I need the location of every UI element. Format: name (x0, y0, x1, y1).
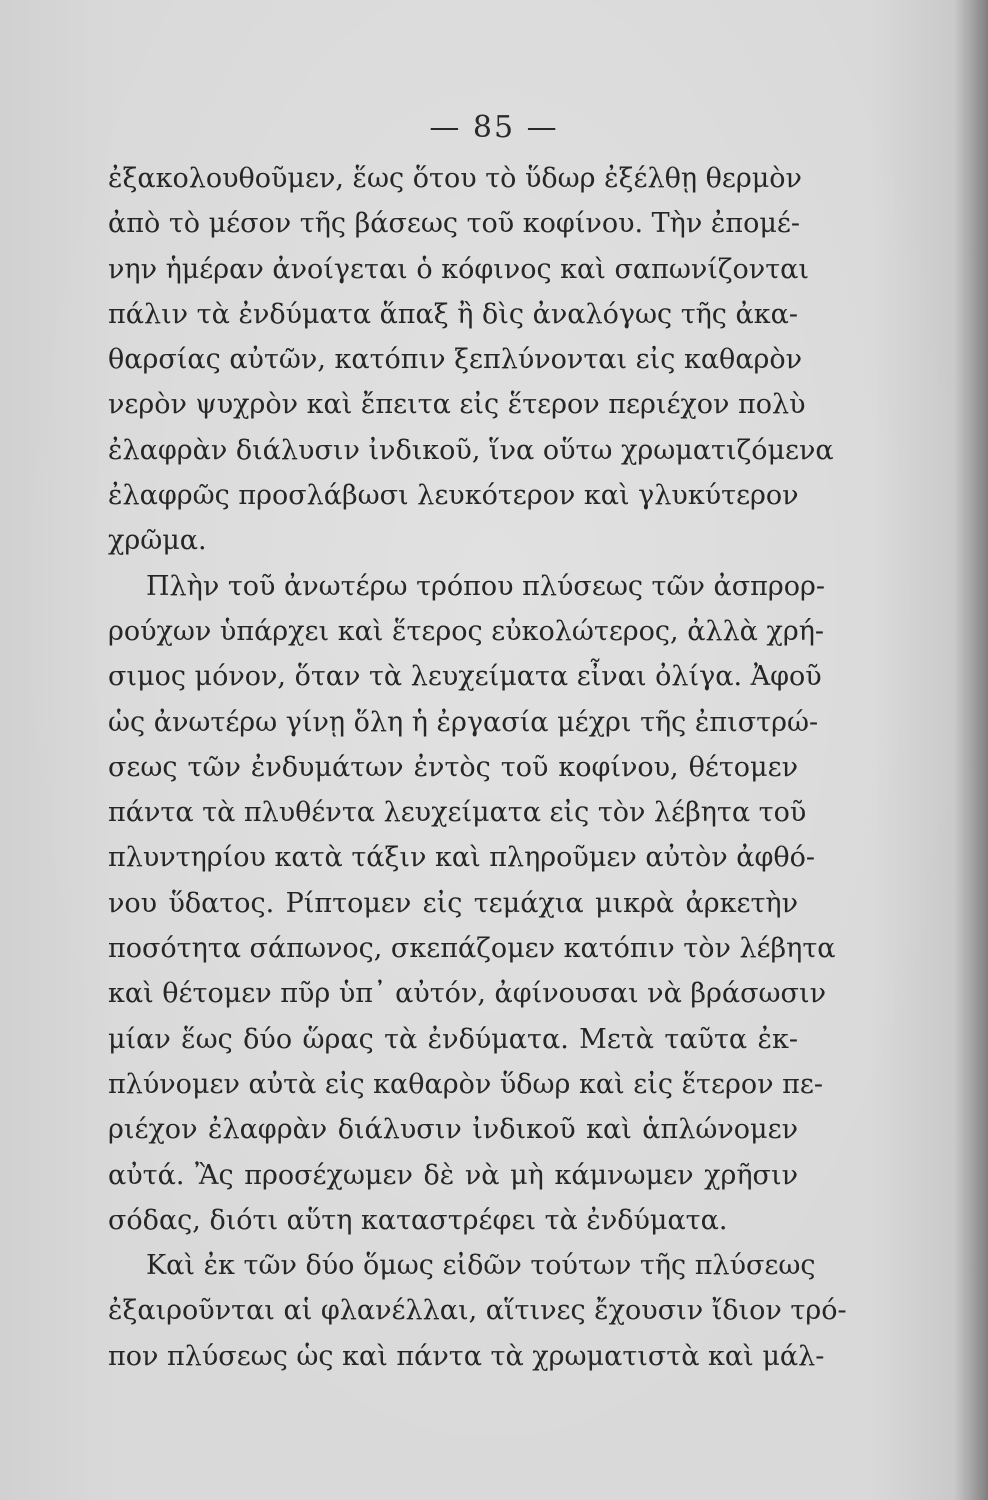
text-line: Πλὴν τοῦ ἀνωτέρω τρόπου πλύσεως τῶν ἀσπρορ- (146, 570, 826, 602)
text-line: σόδας, διότι αὕτη καταστρέφει τὰ ἐνδύματα. (108, 1204, 728, 1236)
text-line: Καὶ ἐκ τῶν δύο ὅμως εἰδῶν τούτων τῆς πλύσεως (146, 1250, 816, 1282)
page-number: — 85 — (429, 110, 559, 145)
text-line: πλύνομεν αὐτὰ εἰς καθαρὸν ὕδωρ καὶ εἰς ἕτερον πε- (108, 1068, 823, 1100)
text-line: μίαν ἕως δύο ὥρας τὰ ἐνδύματα. Μετὰ ταῦτα ἐκ- (108, 1023, 798, 1055)
text-line: νερὸν ψυχρὸν καὶ ἔπειτα εἰς ἕτερον περιέχον πολὺ (108, 389, 806, 421)
text-line: ποσότητα σάπωνος, σκεπάζομεν κατόπιν τὸν λέβητα (108, 933, 836, 965)
text-line: πάντα τὰ πλυθέντα λευχείματα εἰς τὸν λέβητα τοῦ (108, 797, 807, 829)
text-line: θαρσίας αὐτῶν, κατόπιν ξεπλύνονται εἰς καθαρὸν (108, 344, 803, 376)
text-line: ἐξαιροῦνται αἱ φλανέλλαι, αἵτινες ἔχουσιν ἴδιον τρό- (108, 1295, 847, 1327)
text-line: χρῶμα. (108, 525, 207, 557)
text-line: πον πλύσεως ὡς καὶ πάντα τὰ χρωματιστὰ καὶ μάλ- (108, 1340, 825, 1372)
text-line: ριέχον ἐλαφρὰν διάλυσιν ἰνδικοῦ καὶ ἁπλώνομεν (108, 1114, 798, 1146)
text-line: πάλιν τὰ ἐνδύματα ἅπαξ ἢ δὶς ἀναλόγως τῆς ἀκα- (108, 298, 798, 330)
text-line: σιμος μόνον, ὅταν τὰ λευχείματα εἶναι ὀλίγα. Ἀφοῦ (108, 661, 822, 693)
text-line: ἀπὸ τὸ μέσον τῆς βάσεως τοῦ κοφίνου. Τὴν ἐπομέ- (108, 208, 800, 240)
text-line: αὐτά. Ἂς προσέχωμεν δὲ νὰ μὴ κάμνωμεν χρῆσιν (108, 1159, 798, 1191)
text-line: νην ἡμέραν ἀνοίγεται ὁ κόφινος καὶ σαπωνίζονται (108, 253, 809, 285)
text-line: ὡς ἀνωτέρω γίνῃ ὅλη ἡ ἐργασία μέχρι τῆς ἐπιστρώ- (108, 706, 819, 738)
text-line: νου ὕδατος. Ρίπτομεν εἰς τεμάχια μικρὰ ἀρκετὴν (108, 887, 798, 919)
text-line: ἐλαφρῶς προσλάβωσι λευκότερον καὶ γλυκύτερον (108, 480, 799, 512)
body-text (108, 156, 847, 1379)
text-line: πλυντηρίου κατὰ τάξιν καὶ πληροῦμεν αὐτὸν ἀφθό- (108, 842, 815, 874)
text-line: ἐξακολουθοῦμεν, ἕως ὅτου τὸ ὕδωρ ἐξέλθῃ θερμὸν (108, 163, 802, 194)
spine-shadow (954, 0, 988, 1500)
text-line: σεως τῶν ἐνδυμάτων ἐντὸς τοῦ κοφίνου, θέτομεν (108, 751, 798, 783)
text-line: ἐλαφρὰν διάλυσιν ἰνδικοῦ, ἵνα οὕτω χρωματιζόμενα (108, 434, 834, 466)
text-line: καὶ θέτομεν πῦρ ὑπ᾽ αὐτόν, ἀφίνουσαι νὰ βράσωσιν (108, 978, 826, 1010)
text-line: ρούχων ὑπάρχει καὶ ἕτερος εὐκολώτερος, ἀλλὰ χρή- (108, 615, 825, 647)
